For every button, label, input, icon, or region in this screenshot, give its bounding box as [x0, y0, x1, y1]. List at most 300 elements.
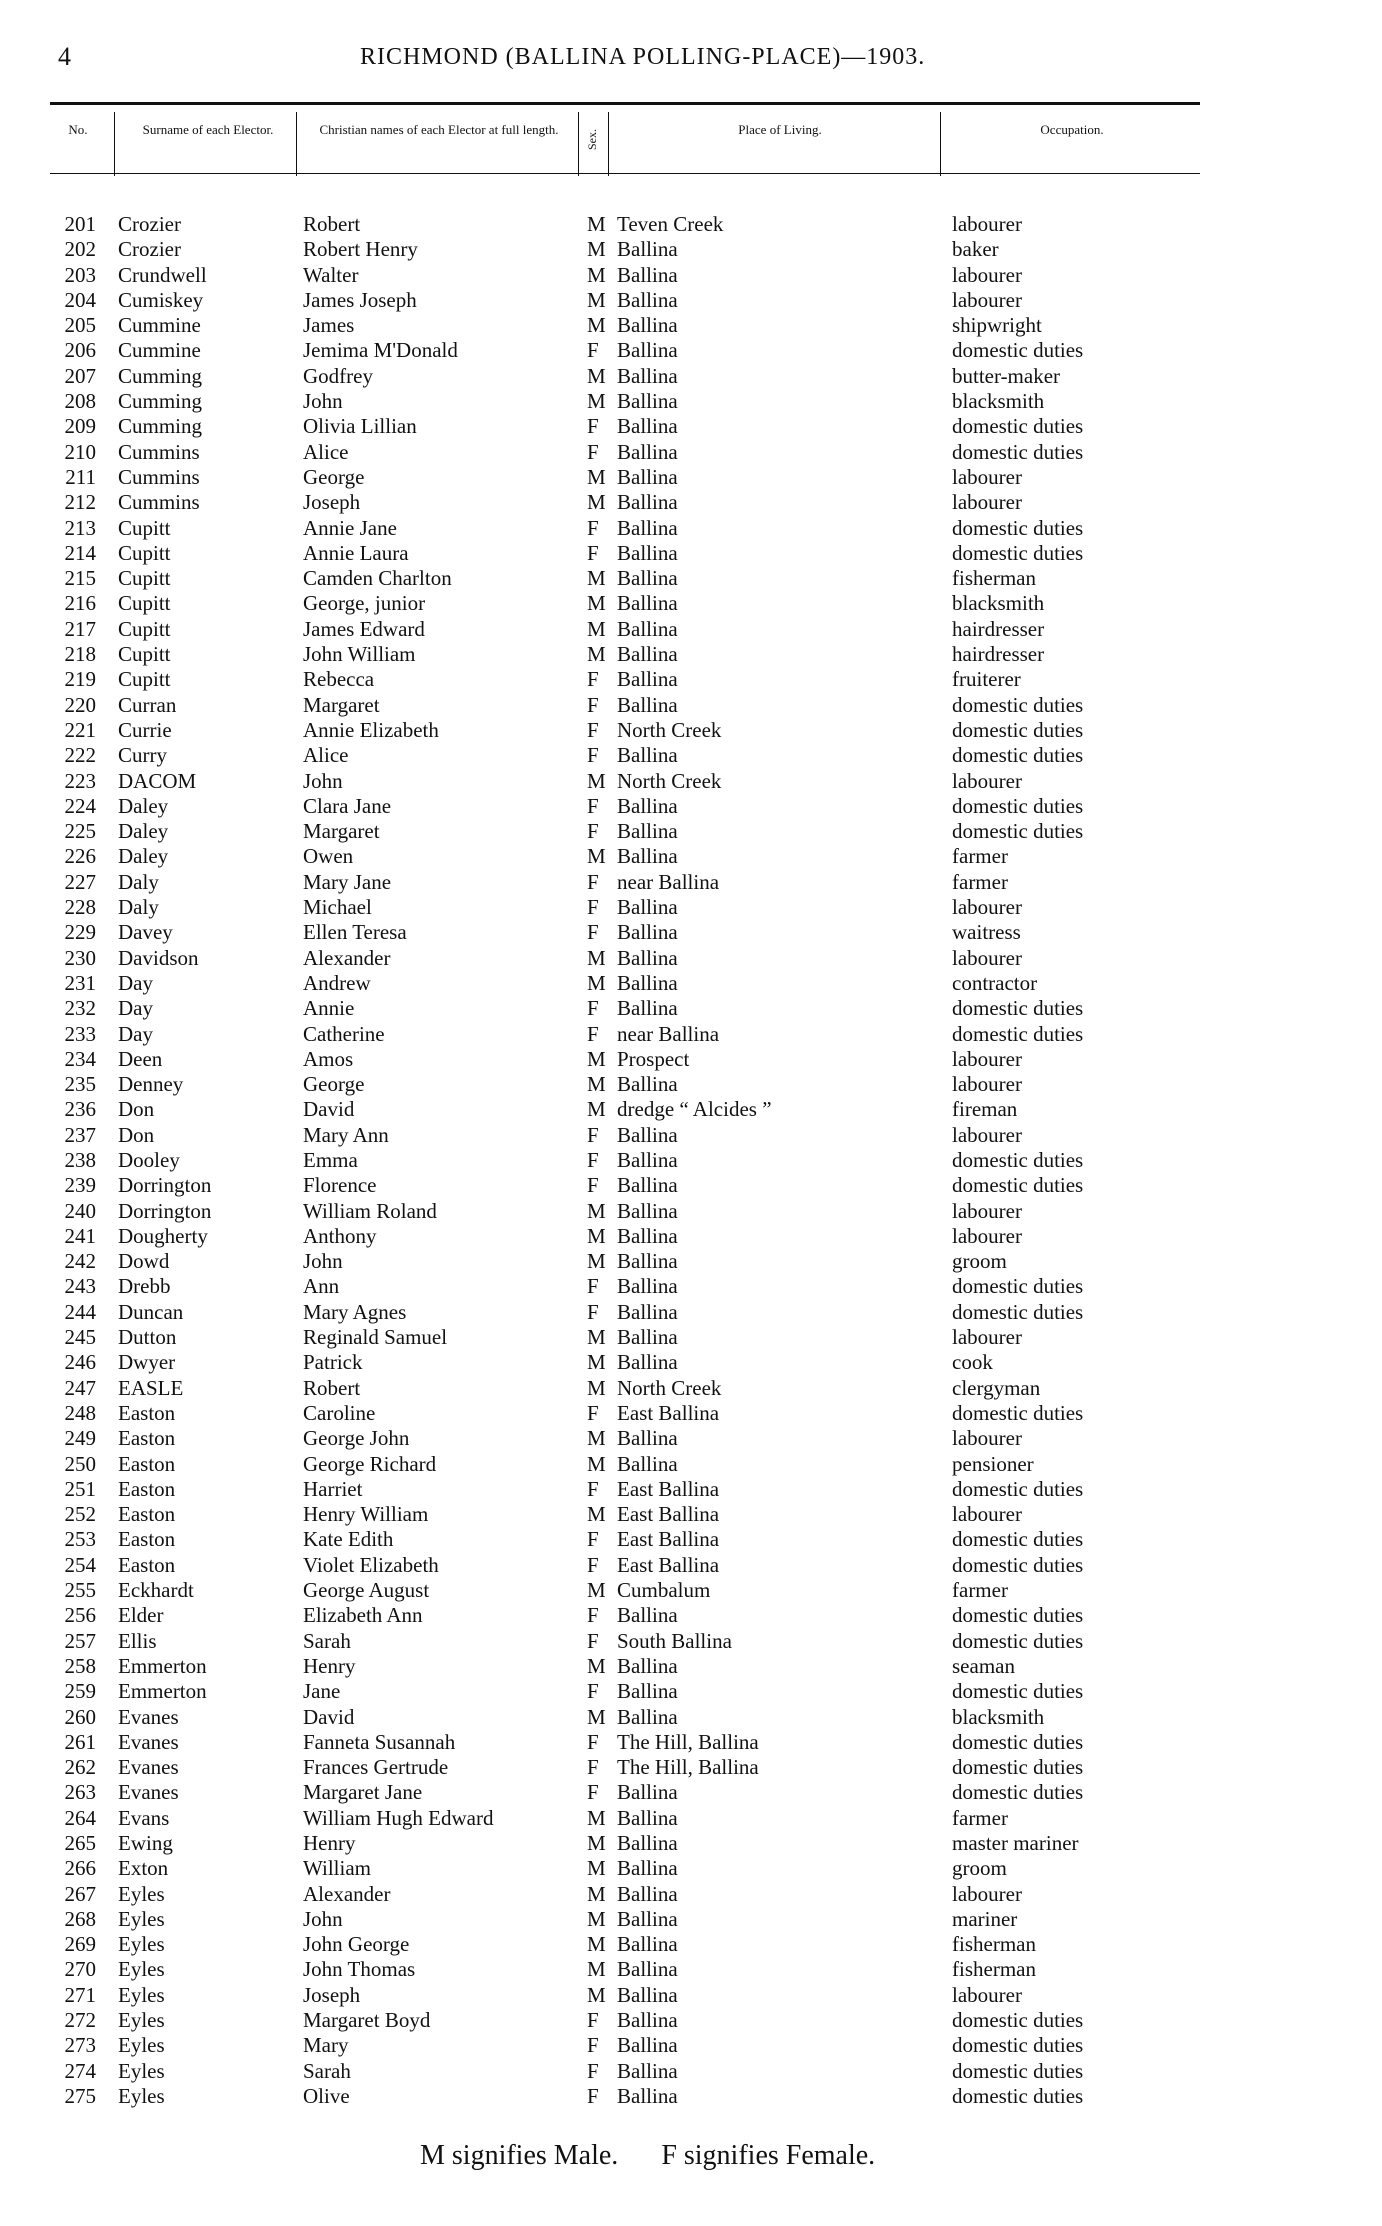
- elector-place-of-living: Ballina: [617, 287, 678, 312]
- elector-sex: M: [587, 1653, 606, 1678]
- elector-surname: Day: [118, 970, 153, 995]
- elector-row: [0, 769, 1382, 794]
- elector-occupation: labourer: [952, 1502, 1022, 1527]
- elector-number: 220: [64, 692, 96, 717]
- elector-occupation: domestic duties: [952, 2083, 1084, 2108]
- elector-place-of-living: Ballina: [617, 1780, 678, 1805]
- elector-christian-names: David: [303, 1704, 355, 1729]
- elector-sex: M: [587, 1982, 606, 2007]
- elector-place-of-living: The Hill, Ballina: [617, 1755, 759, 1780]
- elector-place-of-living: Ballina: [617, 692, 678, 717]
- elector-place-of-living: Ballina: [617, 464, 678, 489]
- column-divider: [940, 112, 941, 176]
- elector-place-of-living: Ballina: [617, 920, 678, 945]
- elector-christian-names: John George: [303, 1932, 410, 1957]
- elector-occupation: labourer: [952, 1198, 1022, 1223]
- elector-row: [0, 667, 1382, 692]
- elector-surname: Eyles: [118, 2033, 165, 2058]
- column-header-place: Place of Living.: [738, 122, 822, 137]
- header-bottom-rule: [50, 173, 1200, 174]
- elector-number: 248: [64, 1400, 96, 1425]
- elector-occupation: fisherman: [952, 566, 1036, 591]
- elector-place-of-living: Ballina: [617, 1223, 678, 1248]
- elector-number: 243: [64, 1274, 96, 1299]
- elector-row: [0, 1022, 1382, 1047]
- elector-number: 252: [64, 1502, 96, 1527]
- elector-sex: F: [587, 743, 599, 768]
- elector-sex: F: [587, 515, 599, 540]
- elector-sex: F: [587, 2008, 599, 2033]
- elector-place-of-living: East Ballina: [617, 1502, 720, 1527]
- elector-row: [0, 1376, 1382, 1401]
- elector-christian-names: Camden Charlton: [303, 566, 452, 591]
- elector-sex: F: [587, 692, 599, 717]
- elector-place-of-living: Ballina: [617, 642, 678, 667]
- elector-row: [0, 288, 1382, 313]
- elector-row: [0, 414, 1382, 439]
- elector-christian-names: Caroline: [303, 1400, 376, 1425]
- elector-row: [0, 1654, 1382, 1679]
- elector-row: [0, 566, 1382, 591]
- elector-place-of-living: Ballina: [617, 1957, 678, 1982]
- elector-surname: Evanes: [118, 1780, 179, 1805]
- elector-sex: F: [587, 1780, 599, 1805]
- elector-row: [0, 338, 1382, 363]
- elector-sex: M: [587, 287, 606, 312]
- elector-christian-names: John: [303, 389, 343, 414]
- elector-sex: F: [587, 1021, 599, 1046]
- elector-number: 230: [64, 945, 96, 970]
- elector-christian-names: Rebecca: [303, 667, 375, 692]
- elector-sex: F: [587, 2083, 599, 2108]
- elector-surname: Curran: [118, 692, 177, 717]
- elector-surname: Ewing: [118, 1831, 173, 1855]
- elector-christian-names: Alice: [303, 743, 349, 768]
- elector-sex: M: [587, 1704, 606, 1729]
- elector-christian-names: Mary Agnes: [303, 1299, 407, 1324]
- elector-sex: M: [587, 591, 606, 616]
- elector-number: 234: [64, 1046, 96, 1071]
- elector-occupation: hairdresser: [952, 642, 1045, 667]
- elector-surname: Cupitt: [118, 591, 171, 616]
- elector-sex: F: [587, 540, 599, 565]
- elector-number: 272: [64, 2008, 96, 2033]
- elector-place-of-living: Ballina: [617, 414, 678, 439]
- elector-number: 271: [64, 1982, 96, 2007]
- elector-occupation: cook: [952, 1350, 993, 1375]
- elector-christian-names: Margaret: [303, 692, 380, 717]
- elector-occupation: fireman: [952, 1097, 1018, 1122]
- elector-surname: Eyles: [118, 2058, 165, 2083]
- elector-christian-names: Henry William: [303, 1502, 429, 1527]
- column-divider: [608, 112, 609, 176]
- elector-number: 274: [64, 2058, 96, 2083]
- elector-christian-names: John: [303, 768, 343, 793]
- elector-place-of-living: Ballina: [617, 616, 678, 641]
- elector-place-of-living: Ballina: [617, 2058, 678, 2083]
- elector-row: [0, 2059, 1382, 2084]
- elector-row: [0, 1957, 1382, 1982]
- elector-number: 204: [64, 287, 96, 312]
- elector-sex: M: [587, 566, 606, 591]
- elector-occupation: fisherman: [952, 1932, 1036, 1957]
- elector-row: [0, 1047, 1382, 1072]
- elector-sex: M: [587, 1805, 606, 1830]
- elector-christian-names: Annie: [303, 996, 355, 1021]
- elector-row: [0, 313, 1382, 338]
- elector-occupation: domestic duties: [952, 1147, 1084, 1172]
- elector-place-of-living: East Ballina: [617, 1400, 720, 1425]
- elector-occupation: domestic duties: [952, 1476, 1084, 1501]
- elector-occupation: labourer: [952, 1223, 1022, 1248]
- elector-row: [0, 1932, 1382, 1957]
- elector-number: 270: [64, 1957, 96, 1982]
- elector-row: [0, 1705, 1382, 1730]
- elector-row: [0, 1907, 1382, 1932]
- elector-christian-names: Mary: [303, 2033, 349, 2058]
- elector-christian-names: Godfrey: [303, 363, 373, 388]
- elector-place-of-living: Ballina: [617, 1856, 678, 1881]
- elector-surname: Cummine: [118, 313, 201, 338]
- elector-sex: F: [587, 1476, 599, 1501]
- elector-number: 223: [64, 768, 96, 793]
- elector-occupation: contractor: [952, 970, 1038, 995]
- elector-surname: Daley: [118, 844, 169, 869]
- elector-christian-names: George, junior: [303, 591, 426, 616]
- elector-place-of-living: Ballina: [617, 1299, 678, 1324]
- elector-surname: Don: [118, 1122, 155, 1147]
- elector-occupation: labourer: [952, 1426, 1022, 1451]
- elector-sex: M: [587, 1831, 606, 1855]
- elector-occupation: domestic duties: [952, 2058, 1084, 2083]
- elector-christian-names: George: [303, 464, 365, 489]
- elector-occupation: domestic duties: [952, 1679, 1084, 1704]
- elector-surname: Day: [118, 996, 153, 1021]
- elector-row: [0, 1553, 1382, 1578]
- elector-place-of-living: Ballina: [617, 439, 678, 464]
- elector-sex: M: [587, 1072, 606, 1097]
- elector-surname: Easton: [118, 1476, 176, 1501]
- elector-surname: EASLE: [118, 1375, 184, 1400]
- elector-number: 261: [64, 1729, 96, 1754]
- elector-surname: Dorrington: [118, 1198, 212, 1223]
- elector-number: 225: [64, 819, 96, 844]
- elector-row: [0, 1679, 1382, 1704]
- elector-row: [0, 1527, 1382, 1552]
- elector-occupation: domestic duties: [952, 996, 1084, 1021]
- elector-row: [0, 1199, 1382, 1224]
- elector-number: 231: [64, 970, 96, 995]
- elector-row: [0, 2008, 1382, 2033]
- elector-sex: M: [587, 1957, 606, 1982]
- elector-surname: Daly: [118, 869, 159, 894]
- elector-row: [0, 465, 1382, 490]
- elector-occupation: domestic duties: [952, 743, 1084, 768]
- elector-place-of-living: Ballina: [617, 1350, 678, 1375]
- elector-row: [0, 844, 1382, 869]
- elector-surname: Dorrington: [118, 1173, 212, 1198]
- elector-number: 254: [64, 1552, 96, 1577]
- elector-row: [0, 237, 1382, 262]
- elector-christian-names: Violet Elizabeth: [303, 1552, 439, 1577]
- elector-surname: Cupitt: [118, 642, 171, 667]
- elector-occupation: butter-maker: [952, 363, 1061, 388]
- elector-christian-names: Margaret: [303, 819, 380, 844]
- elector-number: 237: [64, 1122, 96, 1147]
- elector-place-of-living: dredge “ Alcides ”: [617, 1097, 772, 1122]
- elector-number: 227: [64, 869, 96, 894]
- elector-surname: Exton: [118, 1856, 169, 1881]
- elector-christian-names: Alice: [303, 439, 349, 464]
- elector-occupation: seaman: [952, 1653, 1015, 1678]
- elector-number: 219: [64, 667, 96, 692]
- elector-place-of-living: Ballina: [617, 895, 678, 920]
- elector-number: 255: [64, 1578, 96, 1603]
- elector-surname: Cupitt: [118, 540, 171, 565]
- elector-row: [0, 1072, 1382, 1097]
- elector-number: 229: [64, 920, 96, 945]
- elector-sex: M: [587, 237, 606, 262]
- elector-number: 253: [64, 1527, 96, 1552]
- elector-surname: Evanes: [118, 1755, 179, 1780]
- elector-number: 266: [64, 1856, 96, 1881]
- elector-sex: M: [587, 464, 606, 489]
- elector-occupation: farmer: [952, 869, 1008, 894]
- elector-place-of-living: Ballina: [617, 1173, 678, 1198]
- elector-number: 258: [64, 1653, 96, 1678]
- elector-occupation: labourer: [952, 262, 1022, 287]
- elector-place-of-living: Teven Creek: [617, 212, 724, 236]
- elector-number: 245: [64, 1325, 96, 1350]
- column-divider: [578, 112, 579, 176]
- elector-row: [0, 541, 1382, 566]
- elector-sex: F: [587, 1729, 599, 1754]
- elector-occupation: domestic duties: [952, 1299, 1084, 1324]
- elector-christian-names: Mary Ann: [303, 1122, 389, 1147]
- elector-occupation: farmer: [952, 1805, 1008, 1830]
- elector-place-of-living: Ballina: [617, 1147, 678, 1172]
- elector-number: 262: [64, 1755, 96, 1780]
- elector-number: 215: [64, 566, 96, 591]
- elector-occupation: domestic duties: [952, 540, 1084, 565]
- column-divider: [296, 112, 297, 176]
- elector-row: [0, 946, 1382, 971]
- elector-sex: M: [587, 1502, 606, 1527]
- elector-sex: M: [587, 616, 606, 641]
- elector-place-of-living: South Ballina: [617, 1628, 732, 1653]
- elector-number: 240: [64, 1198, 96, 1223]
- elector-occupation: domestic duties: [952, 2008, 1084, 2033]
- elector-occupation: domestic duties: [952, 717, 1084, 742]
- elector-surname: Dooley: [118, 1147, 180, 1172]
- elector-row: [0, 1856, 1382, 1881]
- elector-occupation: fruiterer: [952, 667, 1021, 692]
- elector-christian-names: John: [303, 1249, 343, 1274]
- elector-place-of-living: Ballina: [617, 1932, 678, 1957]
- elector-surname: Davey: [118, 920, 173, 945]
- elector-row: [0, 718, 1382, 743]
- elector-occupation: labourer: [952, 1046, 1022, 1071]
- elector-christian-names: Jemima M'Donald: [303, 338, 458, 363]
- column-divider: [114, 112, 115, 176]
- elector-surname: Easton: [118, 1426, 176, 1451]
- elector-surname: DACOM: [118, 768, 197, 793]
- elector-christian-names: Joseph: [303, 1982, 361, 2007]
- elector-surname: Ellis: [118, 1628, 157, 1653]
- elector-row: [0, 996, 1382, 1021]
- column-header-occupation: Occupation.: [1040, 122, 1104, 137]
- elector-place-of-living: Ballina: [617, 363, 678, 388]
- elector-christian-names: Ellen Teresa: [303, 920, 407, 945]
- elector-sex: F: [587, 1173, 599, 1198]
- female-legend: F signifies Female.: [661, 2140, 876, 2171]
- elector-sex: F: [587, 895, 599, 920]
- elector-place-of-living: Ballina: [617, 1831, 678, 1855]
- elector-christian-names: Amos: [303, 1046, 354, 1071]
- elector-row: [0, 1477, 1382, 1502]
- elector-occupation: baker: [952, 237, 999, 262]
- elector-row: [0, 2084, 1382, 2109]
- elector-occupation: labourer: [952, 768, 1022, 793]
- elector-christian-names: George August: [303, 1578, 430, 1603]
- elector-christian-names: John Thomas: [303, 1957, 416, 1982]
- elector-place-of-living: Ballina: [617, 1451, 678, 1476]
- elector-surname: Cumming: [118, 389, 203, 414]
- elector-christian-names: Margaret Boyd: [303, 2008, 431, 2033]
- column-header-christian-names: Christian names of each Elector at full length.: [319, 122, 559, 137]
- elector-place-of-living: Ballina: [617, 389, 678, 414]
- elector-sex: M: [587, 1906, 606, 1931]
- elector-place-of-living: Ballina: [617, 338, 678, 363]
- elector-sex: F: [587, 717, 599, 742]
- elector-row: [0, 1274, 1382, 1299]
- elector-place-of-living: Ballina: [617, 1982, 678, 2007]
- elector-row: [0, 743, 1382, 768]
- elector-surname: Denney: [118, 1072, 184, 1097]
- elector-place-of-living: Ballina: [617, 540, 678, 565]
- elector-row: [0, 794, 1382, 819]
- elector-christian-names: George Richard: [303, 1451, 437, 1476]
- elector-surname: Easton: [118, 1502, 176, 1527]
- elector-christian-names: Robert Henry: [303, 237, 418, 262]
- elector-surname: Cumming: [118, 363, 203, 388]
- elector-number: 205: [64, 313, 96, 338]
- elector-christian-names: Florence: [303, 1173, 377, 1198]
- elector-row: [0, 693, 1382, 718]
- male-legend: M signifies Male.: [420, 2140, 619, 2171]
- elector-row: [0, 1325, 1382, 1350]
- elector-surname: Evanes: [118, 1704, 179, 1729]
- elector-sex: M: [587, 1451, 606, 1476]
- elector-number: 273: [64, 2033, 96, 2058]
- elector-number: 201: [64, 212, 96, 236]
- elector-row: [0, 1148, 1382, 1173]
- elector-number: 244: [64, 1299, 96, 1324]
- elector-surname: Emmerton: [118, 1679, 207, 1704]
- elector-row: [0, 591, 1382, 616]
- elector-occupation: domestic duties: [952, 2033, 1084, 2058]
- elector-christian-names: John: [303, 1906, 343, 1931]
- header-top-rule: [50, 102, 1200, 105]
- elector-number: 267: [64, 1881, 96, 1906]
- elector-sex: F: [587, 1628, 599, 1653]
- elector-christian-names: William Roland: [303, 1198, 437, 1223]
- elector-occupation: labourer: [952, 895, 1022, 920]
- elector-sex: M: [587, 490, 606, 515]
- elector-place-of-living: Ballina: [617, 2033, 678, 2058]
- elector-sex: M: [587, 1932, 606, 1957]
- elector-number: 222: [64, 743, 96, 768]
- elector-place-of-living: near Ballina: [617, 869, 720, 894]
- elector-occupation: domestic duties: [952, 1755, 1084, 1780]
- elector-number: 214: [64, 540, 96, 565]
- elector-christian-names: Frances Gertrude: [303, 1755, 449, 1780]
- elector-surname: Eckhardt: [118, 1578, 194, 1603]
- elector-surname: Cummine: [118, 338, 201, 363]
- elector-surname: Cummins: [118, 439, 200, 464]
- elector-christian-names: Annie Jane: [303, 515, 397, 540]
- elector-sex: M: [587, 363, 606, 388]
- elector-occupation: groom: [952, 1856, 1007, 1881]
- elector-surname: Easton: [118, 1552, 176, 1577]
- elector-sex: F: [587, 439, 599, 464]
- elector-place-of-living: Ballina: [617, 1072, 678, 1097]
- elector-row: [0, 1578, 1382, 1603]
- elector-number: 268: [64, 1906, 96, 1931]
- elector-row: [0, 1806, 1382, 1831]
- elector-number: 213: [64, 515, 96, 540]
- elector-sex: F: [587, 338, 599, 363]
- elector-christian-names: Ann: [303, 1274, 340, 1299]
- elector-occupation: domestic duties: [952, 1780, 1084, 1805]
- elector-place-of-living: Ballina: [617, 1805, 678, 1830]
- elector-occupation: domestic duties: [952, 1527, 1084, 1552]
- elector-surname: Deen: [118, 1046, 163, 1071]
- elector-row: [0, 1300, 1382, 1325]
- elector-surname: Eyles: [118, 1932, 165, 1957]
- elector-christian-names: Olive: [303, 2083, 350, 2108]
- elector-sex: M: [587, 1249, 606, 1274]
- elector-occupation: domestic duties: [952, 1021, 1084, 1046]
- elector-surname: Cumiskey: [118, 287, 204, 312]
- elector-christian-names: George John: [303, 1426, 410, 1451]
- elector-christian-names: Kate Edith: [303, 1527, 394, 1552]
- elector-surname: Crozier: [118, 237, 181, 262]
- elector-occupation: domestic duties: [952, 1603, 1084, 1628]
- elector-place-of-living: Ballina: [617, 819, 678, 844]
- elector-number: 221: [64, 717, 96, 742]
- elector-row: [0, 2033, 1382, 2058]
- elector-occupation: labourer: [952, 1072, 1022, 1097]
- elector-surname: Easton: [118, 1527, 176, 1552]
- elector-sex: F: [587, 920, 599, 945]
- elector-number: 246: [64, 1350, 96, 1375]
- elector-surname: Dutton: [118, 1325, 177, 1350]
- elector-occupation: labourer: [952, 287, 1022, 312]
- elector-occupation: domestic duties: [952, 414, 1084, 439]
- elector-row: [0, 263, 1382, 288]
- elector-sex: M: [587, 1350, 606, 1375]
- elector-christian-names: Reginald Samuel: [303, 1325, 448, 1350]
- elector-surname: Elder: [118, 1603, 164, 1628]
- elector-sex: M: [587, 768, 606, 793]
- elector-christian-names: Sarah: [303, 1628, 351, 1653]
- elector-sex: M: [587, 844, 606, 869]
- elector-number: 217: [64, 616, 96, 641]
- elector-place-of-living: Ballina: [617, 515, 678, 540]
- elector-sex: M: [587, 1856, 606, 1881]
- elector-number: 226: [64, 844, 96, 869]
